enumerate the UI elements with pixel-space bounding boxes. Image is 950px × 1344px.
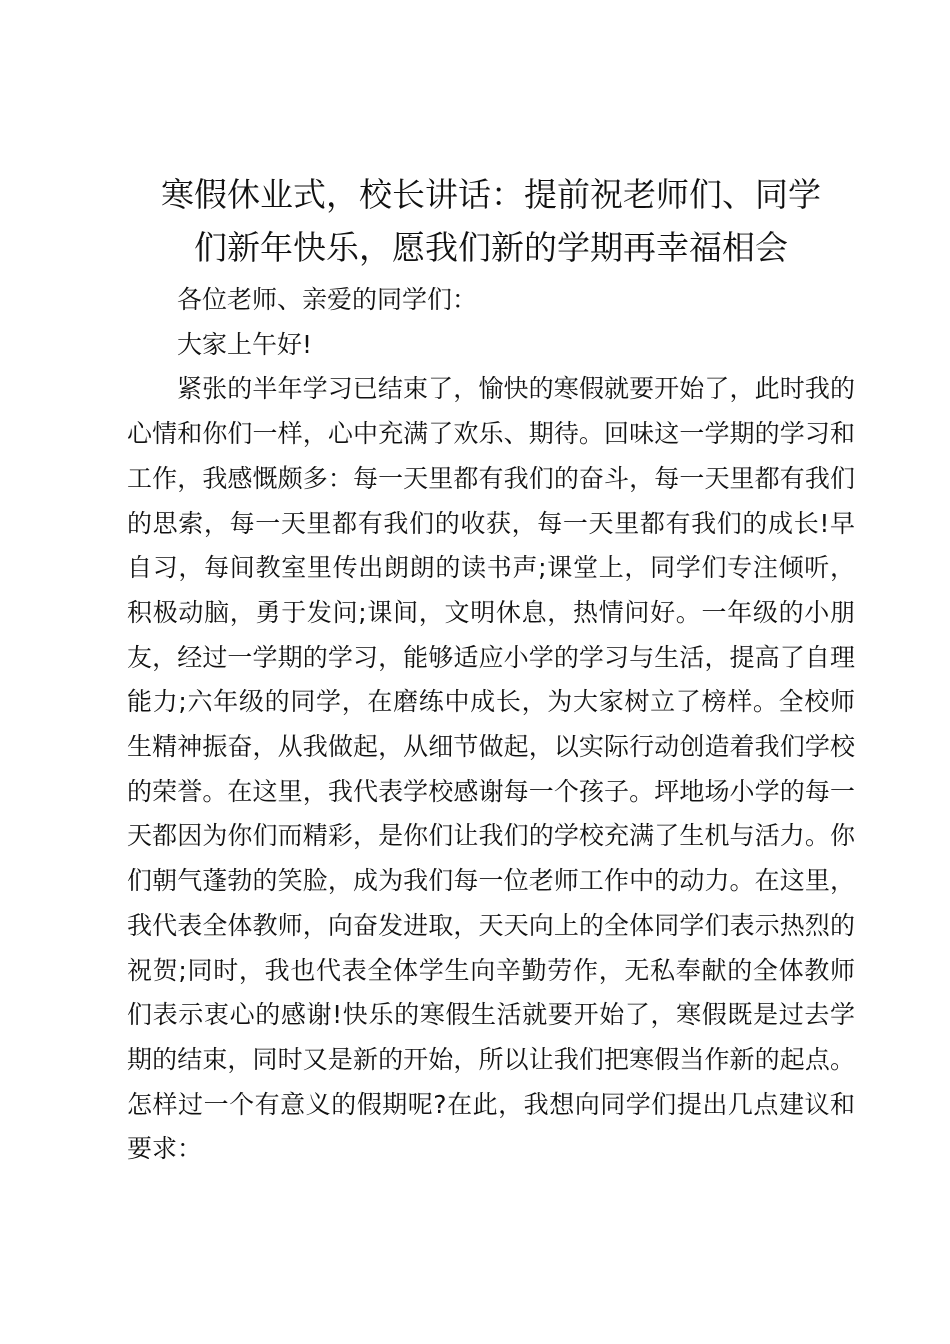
body-paragraph: 紧张的半年学习已结束了，愉快的寒假就要开始了，此时我的心情和你们一样，心中充满了欢乐、期待。回味这一学期的学习和工作，我感慨颇多：每一天里都有我们的奋斗，每一天里都有我们的思索，每一天里都有我们的收获，每一天里都有我们的成长!早自习，每间教室里传出朗朗的读书声;课堂上，同学们专注倾听，积极动脑，勇于发问;课间，文明休息，热情问好。一年级的小朋友，经过一学期的学习，能够适应小学的学习与生活，提高了自理能力;六年级的同学，在磨练中成长，为大家树立了榜样。全校师生精神振奋，从我做起，从细节做起，以实际行动创造着我们学校的荣誉。在这里，我代表学校感谢每一个孩子。坪地场小学的每一天都因为你们而精彩，是你们让我们的学校充满了生机与活力。你们朝气蓬勃的笑脸，成为我们每一位老师工作中的动力。在这里，我代表全体教师，向奋发进取，天天向上的全体同学们表示热烈的祝贺;同时，我也代表全体学生向辛勤劳作，无私奉献的全体教师们表示衷心的感谢!快乐的寒假生活就要开始了，寒假既是过去学期的结束，同时又是新的开始，所以让我们把寒假当作新的起点。怎样过一个有意义的假期呢?在此，我想向同学们提出几点建议和要求：: [127, 374, 855, 1164]
document-content: [127, 168, 855, 1172]
greeting-paragraph: 大家上午好!: [177, 329, 313, 359]
salutation-paragraph: 各位老师、亲爱的同学们：: [177, 285, 478, 314]
document-title: 寒假休业式，校长讲话：提前祝老师们、同学 们新年快乐，愿我们新的学期再幸福相会: [161, 175, 821, 267]
